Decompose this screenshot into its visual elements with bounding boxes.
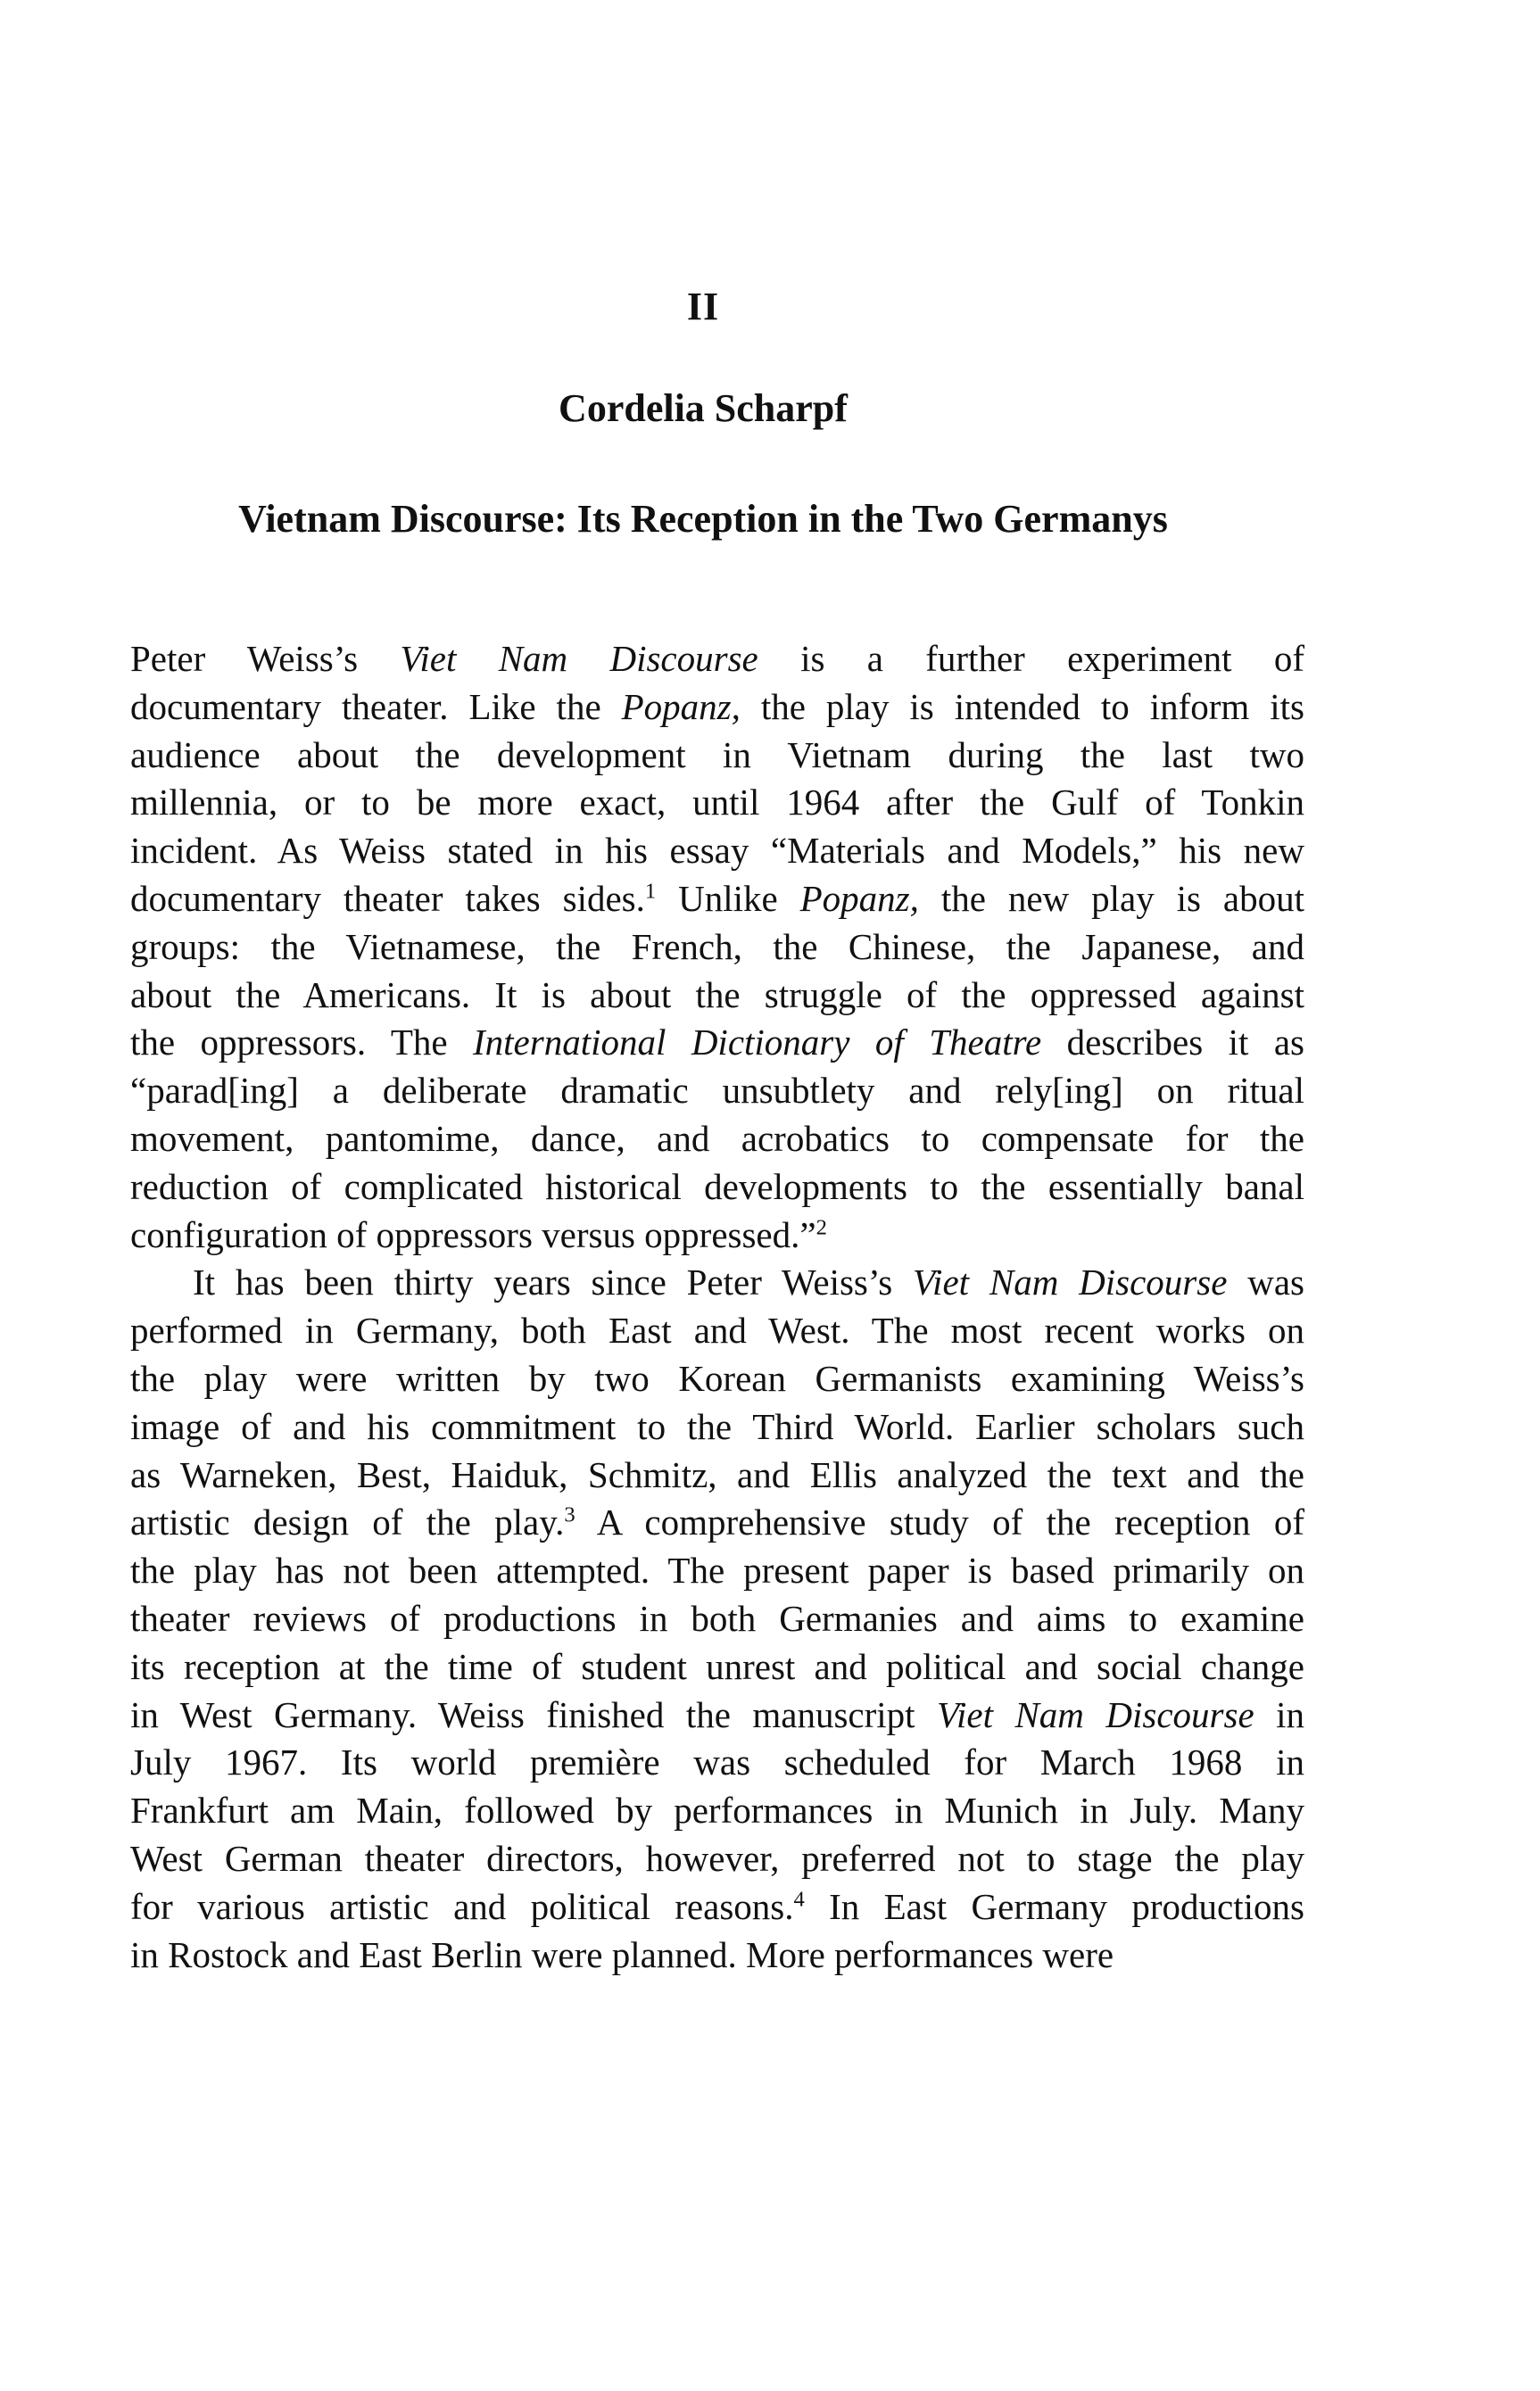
article-title: Vietnam Discourse: Its Reception in the Two Germanys — [238, 497, 1168, 541]
text-line — [130, 827, 1304, 875]
paragraph — [130, 1259, 1304, 1979]
text-line — [130, 779, 1304, 827]
text-segment: the play has not been attempted. The present paper is based primarily on — [130, 1550, 1304, 1592]
text-line — [130, 1115, 1304, 1163]
text-line — [130, 1643, 1304, 1692]
text-segment: It has been thirty years since Peter Weiss’s — [193, 1262, 914, 1303]
text-segment: Frankfurt am Main, followed by performances in Munich in July. Many — [130, 1790, 1304, 1832]
text-segment: in West Germany. Weiss finished the manuscript — [130, 1693, 938, 1735]
text-segment: incident. As Weiss stated in his essay “Materials and Models,” his new — [130, 830, 1304, 872]
text-segment: A comprehensive study of the reception of — [575, 1502, 1304, 1543]
text-segment: Peter Weiss’s — [130, 638, 401, 679]
text-line — [130, 1883, 1304, 1932]
italic-title: Popanz, — [799, 877, 919, 919]
author-name: Cordelia Scharpf — [559, 386, 848, 430]
text-segment: image of and his commitment to the Third World. Earlier scholars such — [130, 1405, 1304, 1447]
body-text — [130, 635, 1304, 1979]
text-line — [130, 1499, 1304, 1547]
paragraph — [130, 635, 1304, 1259]
text-segment: performed in Germany, both East and West. The most recent works on — [130, 1310, 1304, 1352]
footnote-marker: 3 — [564, 1502, 575, 1527]
text-segment: theater reviews of productions in both Germanies and aims to examine — [130, 1597, 1304, 1639]
text-segment: Unlike — [656, 877, 800, 919]
text-segment: documentary theater takes sides. — [130, 877, 645, 919]
text-segment: reduction of complicated historical developments to the essentially banal — [130, 1165, 1304, 1207]
text-segment: in — [1254, 1693, 1304, 1735]
text-line — [130, 923, 1304, 972]
text-line — [130, 1692, 1304, 1740]
text-line — [130, 1595, 1304, 1643]
text-line — [130, 1212, 1304, 1260]
text-line — [130, 683, 1304, 732]
text-line — [130, 1932, 1304, 1980]
text-line — [130, 1307, 1304, 1355]
chapter-number: II — [686, 285, 720, 328]
text-segment: the play were written by two Korean Germanists examining Weiss’s — [130, 1357, 1304, 1399]
italic-title: Viet Nam Discourse — [937, 1693, 1254, 1735]
text-segment: as Warneken, Best, Haiduk, Schmitz, and Ellis analyzed the text and the — [130, 1453, 1304, 1495]
text-segment: documentary theater. Like the — [130, 685, 622, 727]
text-segment: In East Germany productions — [804, 1885, 1304, 1927]
text-line — [130, 1547, 1304, 1595]
text-segment: its reception at the time of student unrest and political and social change — [130, 1645, 1304, 1687]
text-segment: July 1967. Its world première was scheduled for March 1968 in — [130, 1742, 1304, 1783]
text-line — [130, 972, 1304, 1020]
text-line — [130, 1835, 1304, 1883]
text-segment: is a further experiment of — [758, 638, 1305, 679]
text-line — [130, 1787, 1304, 1835]
text-segment: describes it as — [1041, 1022, 1305, 1063]
text-segment: millennia, or to be more exact, until 1964 after the Gulf of Tonkin — [130, 782, 1304, 823]
text-line — [130, 1452, 1304, 1500]
text-segment: for various artistic and political reasons. — [130, 1885, 794, 1927]
text-line — [130, 732, 1304, 780]
text-segment: about the Americans. It is about the struggle of the oppressed against — [130, 973, 1304, 1015]
text-segment: was — [1227, 1262, 1304, 1303]
text-segment: in Rostock and East Berlin were planned. More performances were — [130, 1933, 1114, 1975]
text-line — [130, 1739, 1304, 1787]
text-segment: audience about the development in Vietnam during the last two — [130, 733, 1304, 775]
text-segment: groups: the Vietnamese, the French, the Chinese, the Japanese, and — [130, 925, 1304, 967]
footnote-marker: 2 — [816, 1214, 827, 1239]
text-segment: West German theater directors, however, preferred not to stage the play — [130, 1837, 1304, 1879]
text-line — [130, 635, 1304, 683]
italic-title: International Dictionary of Theatre — [473, 1022, 1042, 1063]
italic-title: Viet Nam Discourse — [913, 1262, 1228, 1303]
text-line — [130, 1259, 1304, 1307]
text-segment: the new play is about — [918, 877, 1304, 919]
text-line — [130, 1163, 1304, 1212]
footnote-marker: 1 — [644, 879, 657, 904]
footnote-marker: 4 — [793, 1887, 805, 1912]
text-segment: the play is intended to inform its — [740, 685, 1304, 727]
text-line — [130, 875, 1304, 923]
text-line — [130, 1067, 1304, 1115]
text-segment: movement, pantomime, dance, and acrobatics to compensate for the — [130, 1117, 1304, 1159]
italic-title: Popanz, — [621, 685, 741, 727]
text-segment: artistic design of the play. — [130, 1502, 565, 1543]
text-segment: configuration of oppressors versus oppressed.” — [130, 1213, 816, 1255]
text-line — [130, 1403, 1304, 1452]
text-segment: “parad[ing] a deliberate dramatic unsubtlety and rely[ing] on ritual — [130, 1070, 1304, 1112]
text-line — [130, 1355, 1304, 1403]
italic-title: Viet Nam Discourse — [400, 638, 758, 679]
text-segment: the oppressors. The — [130, 1022, 474, 1063]
text-line — [130, 1019, 1304, 1067]
